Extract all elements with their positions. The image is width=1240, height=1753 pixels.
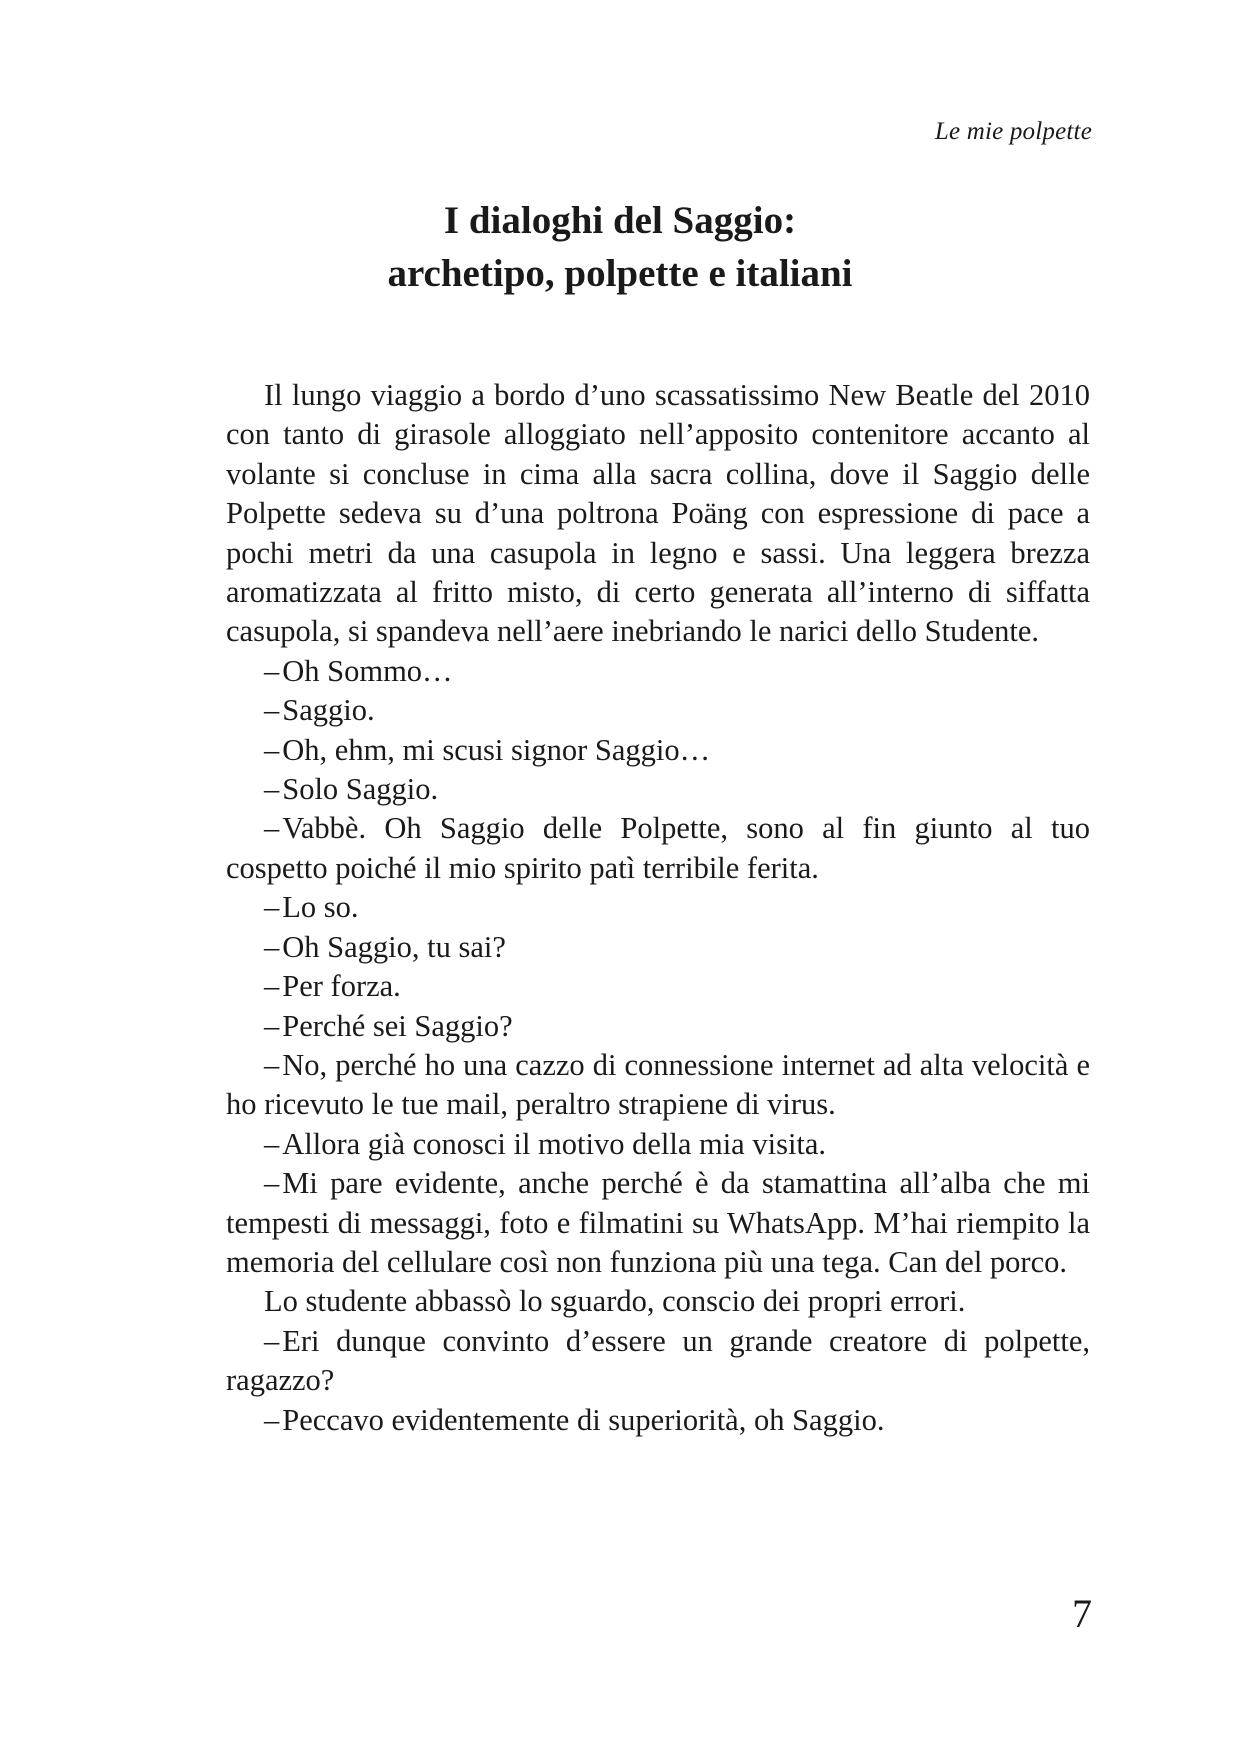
dialogue-dash: – [264, 890, 280, 925]
dialogue-dash: – [264, 1323, 280, 1358]
dialogue-text: Solo Saggio. [282, 772, 439, 807]
chapter-title [0, 194, 1240, 300]
dialogue-line [226, 1401, 1090, 1440]
dialogue-dash: – [264, 811, 280, 846]
dialogue-line [226, 1046, 1090, 1125]
dialogue-dash: – [264, 1047, 280, 1082]
dialogue-text: Oh, ehm, mi scusi signor Saggio… [282, 732, 711, 767]
page-number: 7 [1072, 1591, 1092, 1636]
dialogue-line [226, 1164, 1090, 1282]
dialogue-dash: – [264, 693, 280, 728]
dialogue-text: Mi pare evidente, anche perché è da stamattina all’alba che mi tempesti di messaggi, foto e filmatini su WhatsApp. M’hai riempito la memoria del cellulare così non funziona più una tega. Can del porco. [226, 1166, 1090, 1279]
dialogue-dash: – [264, 1166, 280, 1201]
dialogue-dash: – [264, 969, 280, 1004]
dialogue-text: Vabbè. Oh Saggio delle Polpette, sono al fin giunto al tuo cospetto poiché il mio spirito patì terribile ferita. [226, 811, 1090, 885]
dialogue-dash: – [264, 1126, 280, 1161]
dialogue-text: Per forza. [282, 969, 401, 1004]
body-text [226, 376, 1090, 1440]
chapter-title-line-1: I dialoghi del Saggio: [443, 199, 797, 242]
dialogue-dash: – [264, 929, 280, 964]
paragraph-text: Il lungo viaggio a bordo d’uno scassatissimo New Beatle del 2010 con tanto di girasole alloggiato nell’apposito contenitore accanto al volante si concluse in cima alla sacra collina, dove il Saggio delle Polpette sedeva su d’una poltrona Poäng con espressione di pace a pochi metri da una casupola in legno e sassi. Una leggera brezza aromatizzata al fritto misto, di certo generata all’interno di siffatta casupola, si spandeva nell’aere inebriando le narici dello Studente. [226, 378, 1090, 649]
dialogue-line [226, 691, 1090, 730]
dialogue-line [226, 1322, 1090, 1401]
dialogue-dash: – [264, 653, 280, 688]
paragraph [226, 376, 1090, 652]
dialogue-line [226, 809, 1090, 888]
dialogue-line [226, 1125, 1090, 1164]
dialogue-line [226, 967, 1090, 1006]
dialogue-line [226, 731, 1090, 770]
dialogue-dash: – [264, 1008, 280, 1043]
chapter-title-line-2: archetipo, polpette e italiani [387, 252, 853, 295]
dialogue-text: Saggio. [282, 693, 375, 728]
dialogue-text: No, perché ho una cazzo di connessione internet ad alta velocità e ho ricevuto le tue mail, peraltro strapiene di virus. [226, 1047, 1090, 1122]
dialogue-dash: – [264, 1402, 280, 1437]
paragraph-text: Lo studente abbassò lo sguardo, conscio dei propri errori. [264, 1284, 966, 1319]
dialogue-text: Perché sei Saggio? [282, 1008, 513, 1043]
dialogue-dash: – [264, 732, 280, 767]
dialogue-text: Oh Sommo… [282, 653, 453, 688]
dialogue-line [226, 1007, 1090, 1046]
dialogue-text: Oh Saggio, tu sai? [282, 929, 506, 964]
dialogue-text: Allora già conosci il motivo della mia visita. [282, 1126, 827, 1161]
dialogue-line [226, 652, 1090, 691]
dialogue-text: Eri dunque convinto d’essere un grande creatore di polpette, ragazzo? [226, 1323, 1090, 1398]
paragraph [226, 1282, 1090, 1321]
dialogue-line [226, 888, 1090, 927]
dialogue-text: Peccavo evidentemente di superiorità, oh Saggio. [282, 1402, 885, 1437]
dialogue-dash: – [264, 772, 280, 807]
dialogue-line [226, 770, 1090, 809]
dialogue-line [226, 928, 1090, 967]
dialogue-text: Lo so. [282, 890, 359, 925]
running-header: Le mie polpette [934, 118, 1092, 145]
